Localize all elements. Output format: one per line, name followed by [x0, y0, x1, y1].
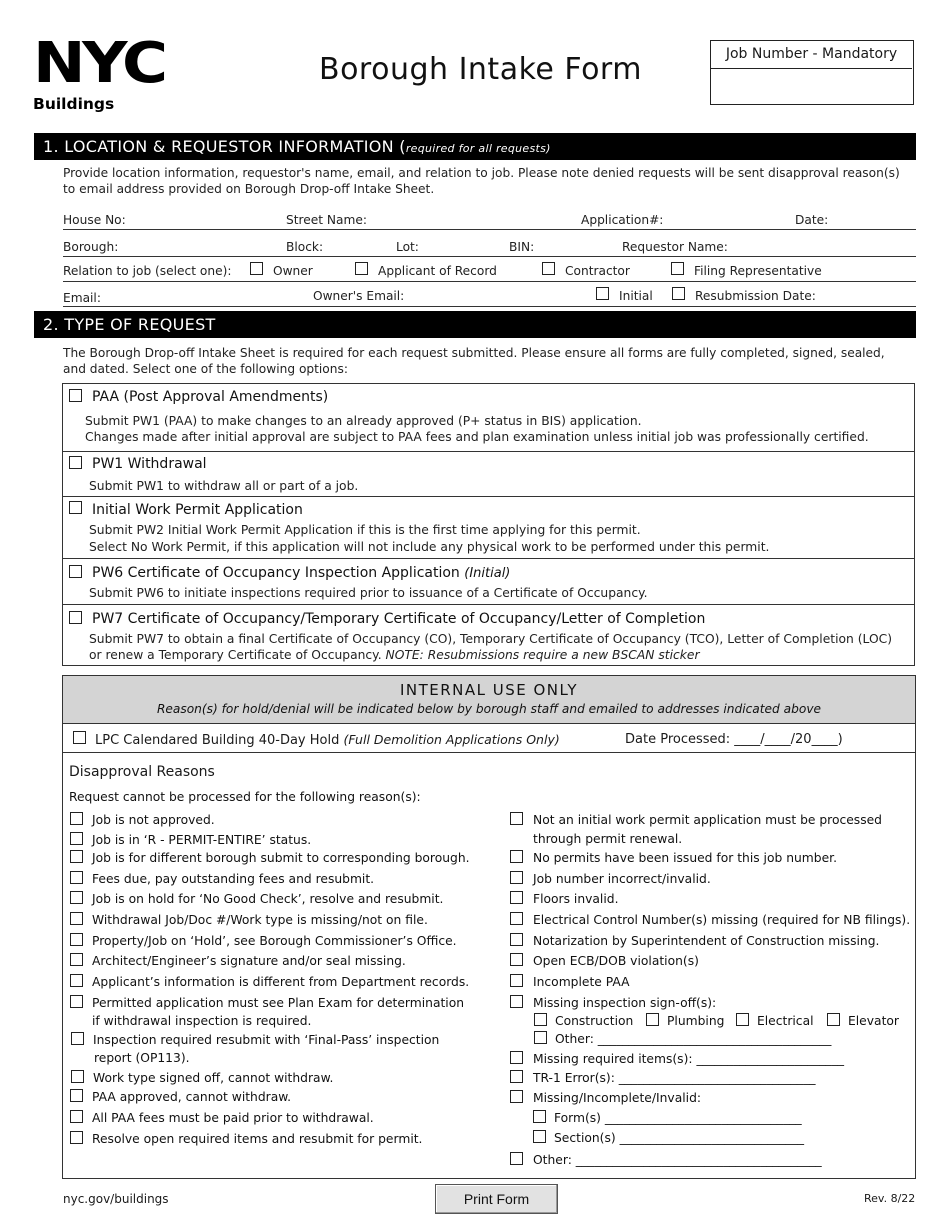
electrical-label: Electrical [757, 1014, 814, 1028]
requestor-name-label[interactable]: Requestor Name: [622, 240, 728, 254]
right-reason-label: Not an initial work permit application must be processed [533, 813, 882, 827]
left-reason-label: Job is for different borough submit to corresponding borough. [92, 851, 470, 865]
resubmission-date-label[interactable]: Resubmission Date: [695, 289, 816, 303]
plumbing-label: Plumbing [667, 1014, 725, 1028]
block-label[interactable]: Block: [286, 240, 324, 254]
section-location-intro-1: Provide location information, requestor's name, email, and relation to job. Please note denied requests will be sent disapproval reason(s) [63, 166, 900, 180]
electrical-checkbox[interactable] [736, 1013, 749, 1026]
lpc-hold-text: LPC Calendared Building 40-Day Hold [95, 733, 344, 748]
left-reason-label: Architect/Engineer’s signature and/or seal missing. [92, 954, 406, 968]
option-initial-work-permit[interactable] [63, 497, 914, 559]
owners-email-label[interactable]: Owner's Email: [313, 289, 405, 303]
left-reason-label: All PAA fees must be paid prior to withdrawal. [92, 1111, 374, 1125]
forms-label[interactable]: Form(s) ________________________________ [554, 1111, 802, 1125]
right-reason-checkbox[interactable] [510, 995, 523, 1008]
left-reason-checkbox[interactable] [70, 953, 83, 966]
row-divider [63, 229, 916, 230]
request-options-box [62, 383, 915, 666]
right-reason-checkbox[interactable] [510, 1070, 523, 1083]
pw7-description-1: Submit PW7 to obtain a final Certificate of Occupancy (CO), Temporary Certificate of Occupancy (TCO), Letter of Completion (LOC) [89, 632, 893, 646]
left-reason-checkbox[interactable] [70, 995, 83, 1008]
left-reason-label: Permitted application must see Plan Exam for determination [92, 996, 465, 1010]
internal-use-title: INTERNAL USE ONLY [399, 681, 579, 699]
print-form-button[interactable]: Print Form [435, 1184, 558, 1214]
section-request-intro-1: The Borough Drop-off Intake Sheet is required for each request submitted. Please ensure all forms are fully completed, signed, sealed, [63, 346, 885, 360]
left-reason-label: Property/Job on ‘Hold’, see Borough Commissioner’s Office. [92, 934, 457, 948]
pw7-description-2 [89, 647, 700, 663]
right-reason-checkbox[interactable] [510, 850, 523, 863]
paa-description-2: Changes made after initial approval are subject to PAA fees and plan examination unless initial job was professionally certified. [85, 430, 869, 444]
right-reason-checkbox[interactable] [510, 933, 523, 946]
left-reason-label: Job is not approved. [92, 813, 215, 827]
nyc-buildings-logo [33, 31, 193, 116]
email-label[interactable]: Email: [63, 291, 101, 305]
filing-representative-checkbox[interactable] [671, 262, 684, 275]
pw1-withdrawal-description: Submit PW1 to withdraw all or part of a job. [89, 479, 359, 493]
left-reason-checkbox[interactable] [70, 974, 83, 987]
pw1-withdrawal-title: PW1 Withdrawal [92, 456, 207, 472]
pw6-title-initial: (Initial) [464, 566, 511, 581]
initial-label: Initial [619, 289, 653, 303]
right-reason-checkbox[interactable] [510, 1090, 523, 1103]
right-reason-checkbox[interactable] [510, 812, 523, 825]
job-number-box [710, 40, 914, 105]
right-reason-checkbox[interactable] [510, 1051, 523, 1064]
pw7-title: PW7 Certificate of Occupancy/Temporary Certificate of Occupancy/Letter of Completion [92, 611, 706, 627]
pw7-description-2-text: or renew a Temporary Certificate of Occupancy. [89, 648, 386, 662]
page-title: Borough Intake Form [319, 52, 642, 87]
resubmission-checkbox[interactable] [672, 287, 685, 300]
applicant-label: Applicant of Record [378, 264, 497, 278]
contractor-label: Contractor [565, 264, 630, 278]
option-pw1-withdrawal[interactable] [63, 452, 914, 497]
inspection-other-label[interactable]: Other: ______________________________________ [555, 1032, 832, 1046]
section-location-title: 1. LOCATION & REQUESTOR INFORMATION ( [43, 137, 406, 156]
lpc-hold-note: (Full Demolition Applications Only) [343, 732, 560, 747]
inspection-other-checkbox[interactable] [534, 1031, 547, 1044]
pw6-checkbox[interactable] [69, 565, 82, 578]
left-reason-checkbox[interactable] [70, 891, 83, 904]
revision-label: Rev. 8/22 [864, 1192, 916, 1205]
left-reason-checkbox[interactable] [70, 1131, 83, 1144]
right-reason-label[interactable]: TR-1 Error(s): ________________________________ [533, 1071, 816, 1085]
left-reason-label: Work type signed off, cannot withdraw. [93, 1071, 334, 1085]
right-reason-label[interactable]: Missing required items(s): ________________________ [533, 1052, 845, 1066]
right-reason-label[interactable]: Other: ________________________________________ [533, 1153, 822, 1167]
section-request-header [34, 311, 916, 338]
plumbing-checkbox[interactable] [646, 1013, 659, 1026]
left-reason-checkbox[interactable] [70, 912, 83, 925]
left-reason-label: Fees due, pay outstanding fees and resubmit. [92, 872, 375, 886]
row-divider [63, 306, 916, 307]
internal-use-header [63, 676, 915, 724]
paa-title: PAA (Post Approval Amendments) [92, 389, 329, 405]
initial-checkbox[interactable] [596, 287, 609, 300]
right-reason-checkbox[interactable] [510, 912, 523, 925]
bin-label[interactable]: BIN: [509, 240, 535, 254]
elevator-label: Elevator [848, 1014, 899, 1028]
section-request-intro-2: and dated. Select one of the following options: [63, 362, 348, 376]
internal-use-box [62, 675, 916, 1179]
row-divider [63, 256, 916, 257]
right-reason-label: Electrical Control Number(s) missing (required for NB filings). [533, 913, 911, 927]
section-location-note: required for all requests) [405, 142, 551, 155]
relation-label: Relation to job (select one): [63, 264, 232, 278]
disapproval-intro: Request cannot be processed for the following reason(s): [69, 790, 421, 804]
owner-label: Owner [273, 264, 313, 278]
footer-url[interactable]: nyc.gov/buildings [63, 1192, 169, 1206]
internal-use-subtitle: Reason(s) for hold/denial will be indicated below by borough staff and emailed to addresses indicated above [156, 702, 822, 716]
paa-checkbox[interactable] [69, 389, 82, 402]
section-location-header [34, 133, 916, 160]
job-number-label: Job Number - Mandatory [711, 41, 912, 69]
option-pw6[interactable] [63, 559, 914, 605]
right-reason-label: Job number incorrect/invalid. [533, 872, 711, 886]
option-paa[interactable] [63, 384, 914, 452]
date-processed[interactable]: Date Processed: ____/____/20____) [625, 732, 843, 747]
date-label[interactable]: Date: [795, 213, 829, 227]
initial-work-permit-description-1: Submit PW2 Initial Work Permit Application if this is the first time applying for this permit. [89, 523, 641, 537]
left-reason-label: PAA approved, cannot withdraw. [92, 1090, 292, 1104]
construction-label: Construction [555, 1014, 634, 1028]
owner-checkbox[interactable] [250, 262, 263, 275]
right-reason-checkbox[interactable] [510, 953, 523, 966]
left-reason-label: Job is in ‘R - PERMIT-ENTIRE’ status. [92, 833, 312, 847]
filing-representative-label: Filing Representative [694, 264, 822, 278]
contractor-checkbox[interactable] [542, 262, 555, 275]
pw1-withdrawal-checkbox[interactable] [69, 456, 82, 469]
right-reason-label: Notarization by Superintendent of Construction missing. [533, 934, 880, 948]
pw6-description: Submit PW6 to initiate inspections required prior to issuance of a Certificate of Occupancy. [89, 586, 648, 600]
application-number-label[interactable]: Application#: [581, 213, 664, 227]
left-reason-checkbox[interactable] [71, 1032, 84, 1045]
left-reason-checkbox[interactable] [70, 871, 83, 884]
right-reason-checkbox[interactable] [510, 891, 523, 904]
right-reason-checkbox[interactable] [510, 871, 523, 884]
left-reason-label: Job is on hold for ‘No Good Check’, resolve and resubmit. [92, 892, 444, 906]
right-reason-label: No permits have been issued for this job number. [533, 851, 837, 865]
forms-checkbox[interactable] [533, 1110, 546, 1123]
lpc-row [63, 724, 915, 753]
disapproval-title: Disapproval Reasons [69, 764, 215, 780]
inspection-continuation: report (OP113). [94, 1051, 190, 1065]
right-reason-checkbox[interactable] [510, 974, 523, 987]
left-reason-checkbox[interactable] [71, 1070, 84, 1083]
lpc-hold-label [95, 732, 560, 748]
sections-label[interactable]: Section(s) ______________________________ [554, 1131, 805, 1145]
logo-buildings-text: Buildings [33, 95, 115, 113]
left-reason-checkbox[interactable] [70, 1089, 83, 1102]
left-reason-label: Applicant’s information is different from Department records. [92, 975, 470, 989]
left-reason-checkbox[interactable] [70, 1110, 83, 1123]
borough-label[interactable]: Borough: [63, 240, 119, 254]
left-reason-checkbox[interactable] [70, 933, 83, 946]
renewal-continuation: through permit renewal. [533, 832, 683, 846]
left-reason-label: Withdrawal Job/Doc #/Work type is missing/not on file. [92, 913, 428, 927]
house-no-label[interactable]: House No: [63, 213, 126, 227]
right-reason-checkbox[interactable] [510, 1152, 523, 1165]
section-location-intro-2: to email address provided on Borough Drop-off Intake Sheet. [63, 182, 435, 196]
left-reason-checkbox[interactable] [70, 850, 83, 863]
section-request-title: 2. TYPE OF REQUEST [43, 315, 216, 334]
construction-checkbox[interactable] [534, 1013, 547, 1026]
pw7-resubmission-note: NOTE: Resubmissions require a new BSCAN sticker [385, 648, 700, 662]
initial-work-permit-checkbox[interactable] [69, 501, 82, 514]
logo-nyc-text: NYC [33, 31, 165, 96]
right-reason-label: Incomplete PAA [533, 975, 630, 989]
initial-work-permit-description-2: Select No Work Permit, if this application will not include any physical work to be performed under this permit. [89, 540, 770, 554]
permitted-continuation: if withdrawal inspection is required. [92, 1014, 312, 1028]
right-reason-label: Missing inspection sign-off(s): [533, 996, 717, 1010]
right-reason-label: Floors invalid. [533, 892, 619, 906]
elevator-checkbox[interactable] [827, 1013, 840, 1026]
lpc-hold-checkbox[interactable] [73, 731, 86, 744]
left-reason-checkbox[interactable] [70, 832, 83, 845]
row-divider [63, 281, 916, 282]
left-reason-label: Inspection required resubmit with ‘Final-Pass’ inspection [93, 1033, 440, 1047]
job-number-input[interactable] [711, 70, 912, 103]
initial-work-permit-title: Initial Work Permit Application [92, 502, 303, 518]
pw6-title [92, 565, 510, 581]
street-name-label[interactable]: Street Name: [286, 213, 367, 227]
applicant-checkbox[interactable] [355, 262, 368, 275]
sections-checkbox[interactable] [533, 1130, 546, 1143]
pw6-title-text: PW6 Certificate of Occupancy Inspection Application [92, 565, 465, 581]
pw7-checkbox[interactable] [69, 611, 82, 624]
right-reason-label: Open ECB/DOB violation(s) [533, 954, 699, 968]
right-reason-label: Missing/Incomplete/Invalid: [533, 1091, 702, 1105]
left-reason-label: Resolve open required items and resubmit for permit. [92, 1132, 423, 1146]
left-reason-checkbox[interactable] [70, 812, 83, 825]
option-pw7[interactable] [63, 605, 914, 665]
paa-description-1: Submit PW1 (PAA) to make changes to an already approved (P+ status in BIS) application. [85, 414, 642, 428]
lot-label[interactable]: Lot: [396, 240, 419, 254]
